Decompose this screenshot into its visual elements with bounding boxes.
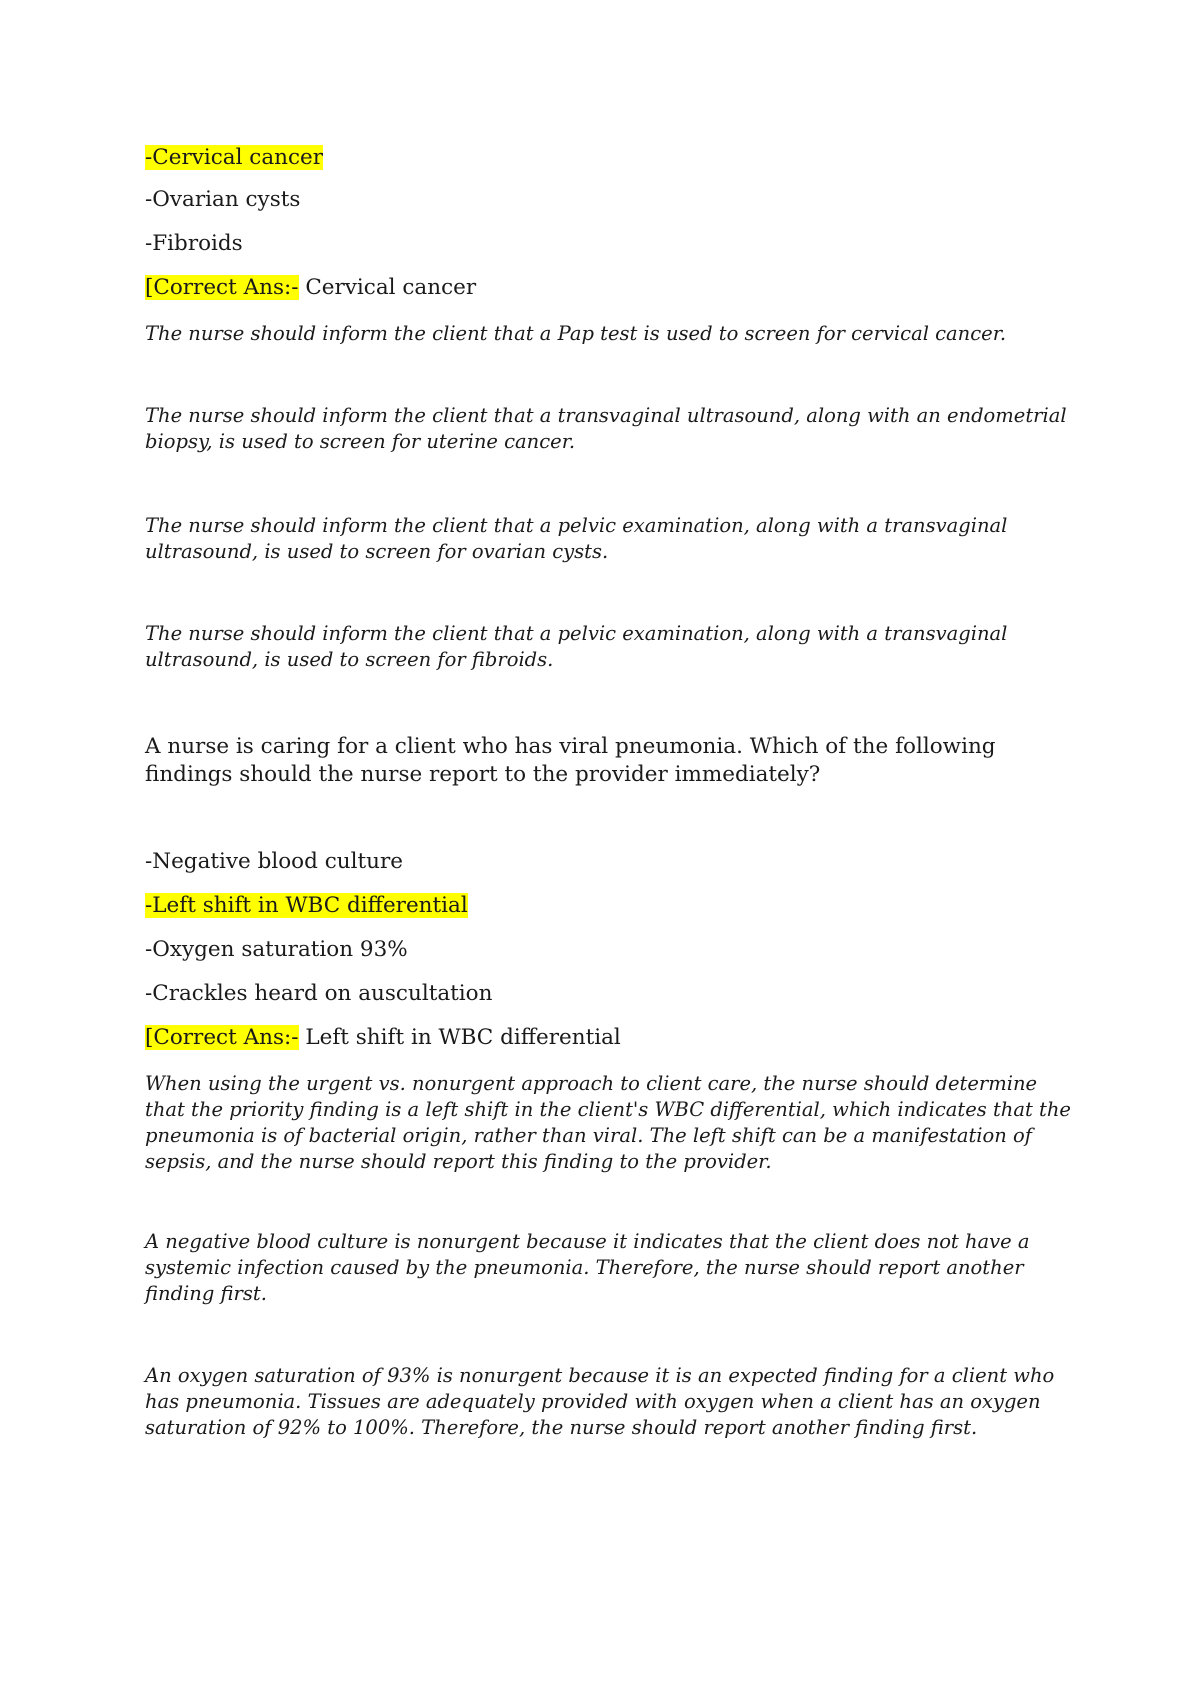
q1-option-2 xyxy=(145,186,300,214)
option-text: -Negative blood culture xyxy=(145,849,403,874)
answer-text: Left shift in WBC differential xyxy=(298,1025,621,1050)
q2-rationale-2: A negative blood culture is nonurgent because it indicates that the client does not have a systemic infection caused by the pneumonia. Therefore, the nurse should report another finding first. xyxy=(145,1230,1030,1305)
option-text: -Fibroids xyxy=(145,231,243,256)
q1-option-3 xyxy=(145,230,243,258)
q1-rationale-4: The nurse should inform the client that a pelvic examination, along with a transvaginal ultrasound, is used to screen for fibroids. xyxy=(145,622,1008,671)
q2-correct-answer xyxy=(145,1024,621,1052)
answer-text: Cervical cancer xyxy=(298,275,477,300)
q1-rationale-3: The nurse should inform the client that a pelvic examination, along with a transvaginal ultrasound, is used to screen for ovarian cysts. xyxy=(145,514,1008,563)
q2-option-2 xyxy=(145,892,468,920)
q2-question: A nurse is caring for a client who has viral pneumonia. Which of the following findings should the nurse report to the provider immediately? xyxy=(145,734,996,787)
q1-rationale-1: The nurse should inform the client that a Pap test is used to screen for cervical cancer. xyxy=(145,322,1007,345)
q1-rationale-2: The nurse should inform the client that a transvaginal ultrasound, along with an endometrial biopsy, is used to screen for uterine cancer. xyxy=(145,404,1067,453)
q1-correct-answer xyxy=(145,274,476,302)
option-text: -Crackles heard on auscultation xyxy=(145,981,493,1006)
q2-option-4 xyxy=(145,980,492,1008)
q2-rationale-1: When using the urgent vs. nonurgent approach to client care, the nurse should determine that the priority finding is a left shift in the client's WBC differential, which indicates that the pneumonia is of bacterial origin, rather than viral. The left shift can be a manifestation of sepsis, and the nurse should report this finding to the provider. xyxy=(145,1072,1071,1173)
highlight: -Left shift in WBC differential xyxy=(145,893,468,918)
highlight: -Cervical cancer xyxy=(145,145,324,170)
answer-label: [Correct Ans:- xyxy=(145,275,299,300)
q2-option-1 xyxy=(145,848,403,876)
option-text: -Ovarian cysts xyxy=(145,187,301,212)
q2-option-3 xyxy=(145,936,408,964)
q1-option-1 xyxy=(145,144,323,172)
q2-rationale-3: An oxygen saturation of 93% is nonurgent because it is an expected finding for a client who has pneumonia. Tissues are adequately provided with oxygen when a client has an oxygen saturation of 92% to 100%. Therefore, the nurse should report another finding first. xyxy=(145,1364,1055,1439)
option-text: -Oxygen saturation 93% xyxy=(145,937,408,962)
answer-label: [Correct Ans:- xyxy=(145,1025,299,1050)
